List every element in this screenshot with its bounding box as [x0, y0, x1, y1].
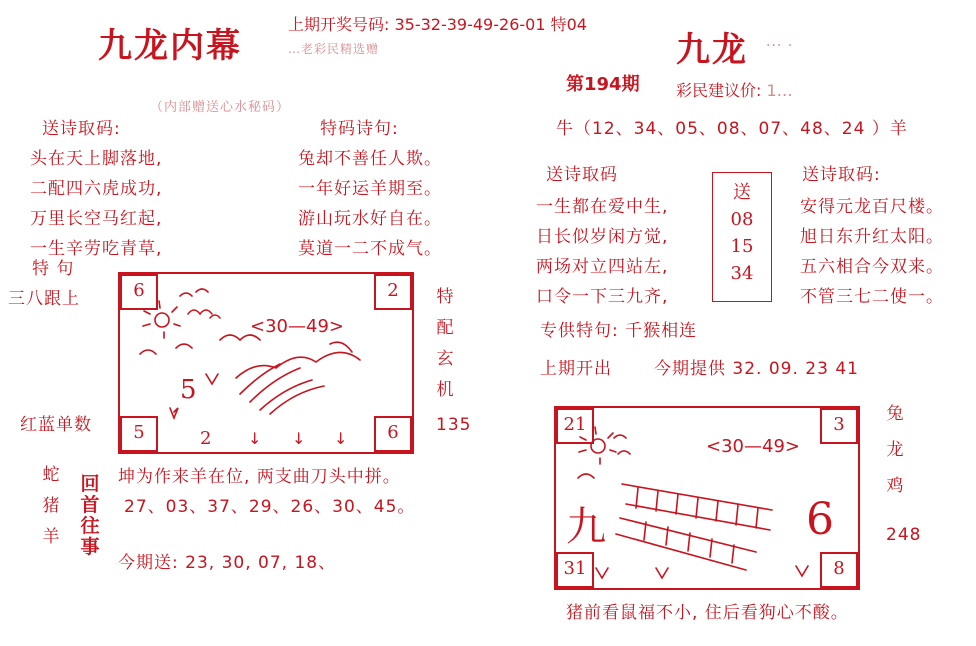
- left-box-bottom-mark: ↓: [334, 429, 348, 448]
- right-right-heading: 送诗取码:: [802, 165, 881, 185]
- corner-number: 6: [120, 274, 158, 310]
- left-header-smudge: …老彩民精选赠: [288, 42, 380, 56]
- poem-line: 安得元龙百尺楼。: [800, 197, 944, 217]
- left-title: 九龙内幕: [98, 26, 242, 66]
- special-phrase: 三八跟上: [8, 289, 80, 309]
- poem-line: 一生辛劳吃青草,: [30, 239, 163, 259]
- left-sketch-frame: [118, 272, 414, 454]
- left-side-number: 135: [436, 415, 472, 435]
- niu-line: 牛（12、34、05、08、07、48、24 ）羊: [556, 119, 908, 139]
- special-match-vertical: 特配玄机: [436, 287, 454, 400]
- sun-icon: [155, 313, 169, 327]
- left-box-bottom-mark: ↓: [248, 429, 262, 448]
- review-label: 回首往事: [80, 473, 100, 558]
- right-sketch-drawing: [556, 408, 858, 588]
- last-out-label: 上期开出: [540, 359, 612, 379]
- poem-line: 莫道一二不成气。: [298, 239, 442, 259]
- issue-number: 第194期: [566, 74, 640, 95]
- right-box-big-char: 九: [566, 504, 606, 550]
- corner-number: 8: [820, 552, 858, 588]
- zodiac-char: 蛇: [42, 465, 60, 485]
- right-left-poem: [536, 192, 668, 312]
- red-blue-label: 红蓝单数: [20, 415, 92, 435]
- right-box-range: <30—49>: [706, 436, 800, 457]
- send-numbers-box: [712, 172, 772, 302]
- special-phrase-label: 特 句: [32, 259, 75, 279]
- zodiac-char: 鸡: [886, 476, 904, 496]
- left-this-issue: 今期送: 23, 30, 07, 18、: [118, 553, 337, 573]
- right-sketch-frame: [554, 406, 860, 590]
- left-box-bottom-mark: ↓: [292, 429, 306, 448]
- left-numbers-line: 27、03、37、29、26、30、45。: [124, 497, 416, 517]
- poem-line: 一年好运羊期至。: [298, 179, 442, 199]
- corner-number: 31: [556, 552, 594, 588]
- this-issue-supply: 今期提供 32. 09. 23 41: [654, 359, 859, 379]
- zodiac-char: 兔: [886, 404, 904, 424]
- poem-line: 不管三七二使一。: [800, 287, 944, 307]
- right-title-smudge: ··· ·: [766, 38, 794, 54]
- left-phrase: 坤为作来羊在位, 两支曲刀头中拼。: [118, 467, 401, 487]
- poem-line: 口令一下三九齐,: [536, 287, 669, 307]
- left-box-bottom-mark: 2: [200, 428, 212, 449]
- poem-line: 一生都在爱中生,: [536, 197, 669, 217]
- left-special-poem: [298, 144, 442, 264]
- send-box-number: 34: [730, 263, 754, 284]
- corner-number: 2: [374, 274, 412, 310]
- right-bottom-phrase: 猪前看鼠福不小, 住后看狗心不酸。: [566, 603, 849, 623]
- zodiac-column: [40, 460, 62, 553]
- corner-number: 5: [120, 416, 158, 452]
- zodiac-char: 龙: [886, 440, 904, 460]
- left-faded-subtitle: （内部赠送心水秘码）: [150, 100, 291, 115]
- corner-number: 3: [820, 408, 858, 444]
- zodiac-char: 羊: [42, 527, 60, 547]
- left-sketch-drawing: [120, 274, 412, 452]
- right-left-heading: 送诗取码: [546, 165, 618, 185]
- poem-line: 游山玩水好自在。: [298, 209, 442, 229]
- poem-line: 二配四六虎成功,: [30, 179, 163, 199]
- right-side-number: 248: [886, 525, 922, 545]
- corner-number: 6: [374, 416, 412, 452]
- send-box-number: 15: [730, 236, 754, 257]
- corner-number: 21: [556, 408, 594, 444]
- left-send-poem: [30, 144, 162, 264]
- left-special-heading: 特码诗句:: [320, 119, 399, 139]
- poem-line: 万里长空马红起,: [30, 209, 163, 229]
- price-label: 彩民建议价:: [676, 81, 767, 100]
- left-box-mark: 5: [180, 375, 197, 405]
- poem-line: 日长似岁闲方觉,: [536, 227, 669, 247]
- zodiac-char: 猪: [42, 496, 60, 516]
- right-right-poem: [800, 192, 944, 312]
- right-title: 九龙: [676, 30, 748, 70]
- sun-icon: [591, 439, 605, 453]
- poem-line: 旭日东升红太阳。: [800, 227, 944, 247]
- price-value: 1…: [766, 81, 793, 100]
- right-special-phrase: 专供特句: 千猴相连: [540, 321, 698, 341]
- poem-line: 两场对立四站左,: [536, 257, 669, 277]
- last-draw-numbers: 上期开奖号码: 35-32-39-49-26-01 特04: [288, 15, 587, 34]
- left-send-heading: 送诗取码:: [42, 119, 121, 139]
- poem-line: 头在天上脚落地,: [30, 149, 163, 169]
- poem-line: 五六相合今双来。: [800, 257, 944, 277]
- left-box-range: <30—49>: [250, 316, 344, 337]
- send-box-label: 送: [733, 182, 751, 203]
- right-side-column: [884, 396, 906, 504]
- poem-line: 兔却不善任人欺。: [298, 149, 442, 169]
- right-box-big-number: 6: [806, 494, 834, 545]
- send-box-number: 08: [730, 209, 754, 230]
- price-row: [676, 78, 793, 101]
